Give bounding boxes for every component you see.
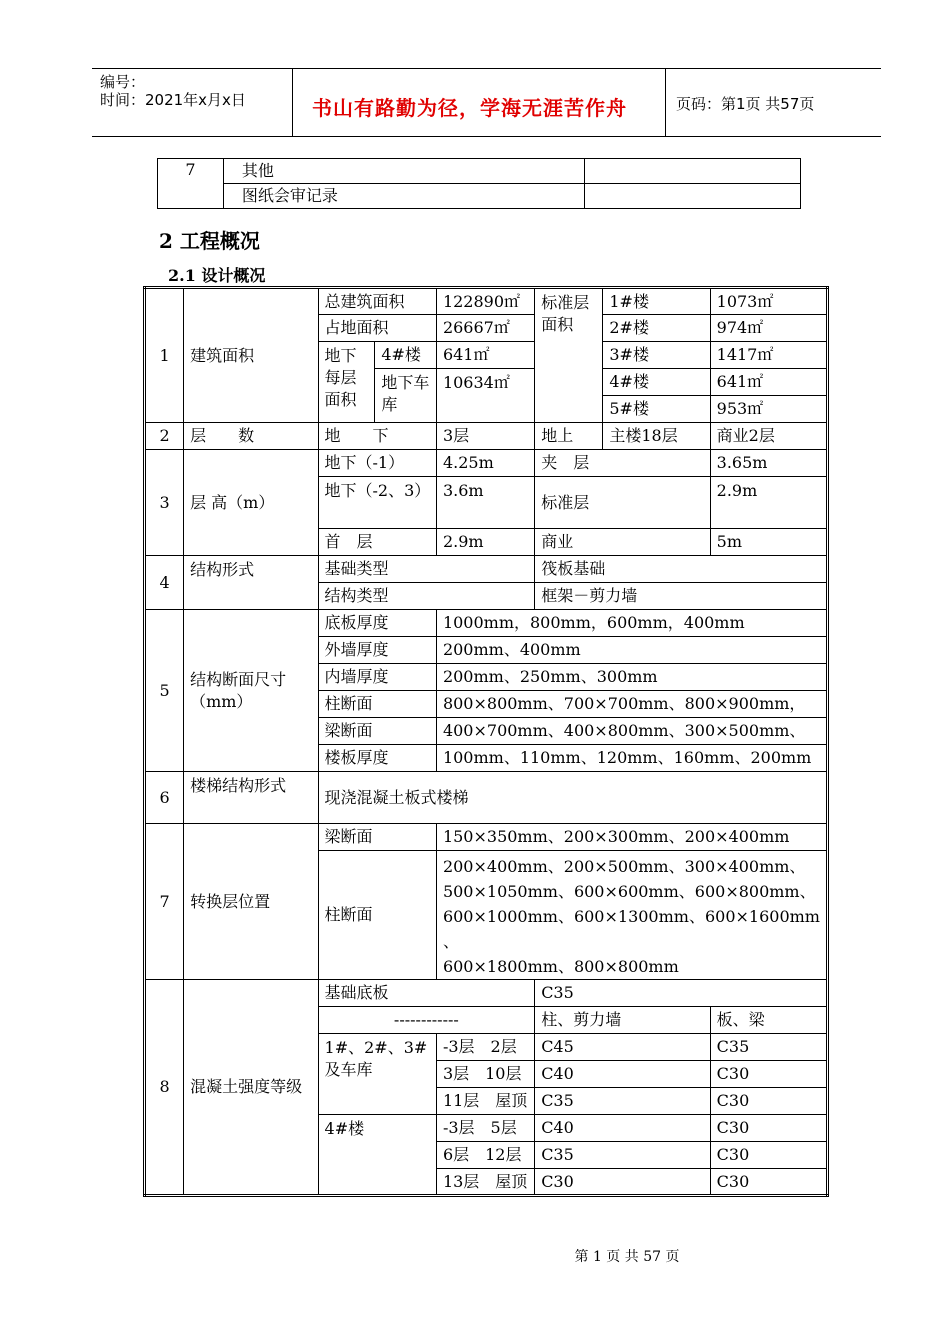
slab-beam-header: 板、梁 — [710, 1007, 827, 1034]
floor-range: -3层 5层 — [436, 1115, 534, 1142]
top-table-num: 7 — [158, 159, 224, 209]
floor-value: 974㎡ — [710, 315, 827, 342]
top-table-item-1: 其他 — [223, 159, 585, 184]
std-height-value: 2.9m — [710, 477, 827, 529]
shop-height-value: 5m — [710, 529, 827, 556]
floor-range: -3层 2层 — [436, 1034, 534, 1061]
floor-name: 4#楼 — [603, 369, 710, 396]
top-table-item-2: 图纸会审记录 — [223, 184, 585, 209]
transfer-column-line: 600×1800mm、800×800mm — [442, 957, 679, 976]
row4-label: 结构形式 — [184, 556, 318, 610]
row1-num: 1 — [145, 288, 184, 423]
header-code-label: 编号： — [100, 73, 146, 91]
first-floor-label: 首 层 — [318, 529, 436, 556]
underground-area-label: 地下每层面积 — [318, 342, 375, 423]
floor-name: 1#楼 — [603, 288, 710, 315]
top-table-empty-1 — [585, 159, 801, 184]
base-slab-label: 基础底板 — [318, 980, 535, 1007]
section-item-value: 100mm、110mm、120mm、160mm、200mm — [436, 745, 827, 772]
slab-grade: C30 — [710, 1142, 827, 1169]
row6-num: 6 — [145, 772, 184, 824]
row7-label: 转换层位置 — [184, 824, 318, 980]
section-item-value: 200mm、250mm、300mm — [436, 664, 827, 691]
b1-height-value: 4.25m — [436, 450, 534, 477]
floor-value: 1073㎡ — [710, 288, 827, 315]
underground-floors-label: 地 下 — [318, 423, 436, 450]
land-area-label: 占地面积 — [318, 315, 436, 342]
header-top-rule — [92, 68, 881, 69]
section-item-name: 梁断面 — [318, 718, 436, 745]
structure-type-label: 结构类型 — [318, 583, 535, 610]
column-grade: C45 — [535, 1034, 710, 1061]
structure-type-value: 框架－剪力墙 — [535, 583, 828, 610]
b1-height-label: 地下（-1） — [318, 450, 436, 477]
row8-label: 混凝土强度等级 — [184, 980, 318, 1196]
main-building-floors: 主楼18层 — [603, 423, 710, 450]
mezzanine-label: 夹 层 — [535, 450, 710, 477]
floor-value: 641㎡ — [710, 369, 827, 396]
section-item-name: 柱断面 — [318, 691, 436, 718]
row2-label: 层 数 — [184, 423, 318, 450]
column-wall-header: 柱、剪力墙 — [535, 1007, 710, 1034]
row6-label: 楼梯结构形式 — [184, 772, 318, 824]
mezzanine-value: 3.65m — [710, 450, 827, 477]
transfer-column-line: 500×1050mm、600×600mm、600×800mm、 — [442, 882, 816, 901]
shop-height-label: 商业 — [535, 529, 710, 556]
top-table — [157, 158, 801, 209]
dash-placeholder: ------------ — [318, 1007, 535, 1034]
column-grade: C30 — [535, 1169, 710, 1196]
row5-num: 5 — [145, 610, 184, 772]
stair-structure-value: 现浇混凝土板式楼梯 — [318, 772, 827, 824]
header-divider-1 — [292, 68, 293, 137]
subsection-title: 2.1 设计概况 — [168, 266, 266, 285]
floor-value: 1417㎡ — [710, 342, 827, 369]
transfer-column-line: 600×1000mm、600×1300mm、600×1600mm — [442, 907, 820, 926]
column-grade: C35 — [535, 1088, 710, 1115]
column-grade: C35 — [535, 1142, 710, 1169]
group-a-label: 1#、2#、3#及车库 — [318, 1034, 436, 1115]
transfer-column-line: 、 — [442, 932, 459, 951]
total-area-value: 122890㎡ — [436, 288, 534, 315]
header-bottom-rule — [92, 136, 881, 137]
row3-label: 层 高（m） — [184, 450, 318, 556]
garage-value: 10634㎡ — [436, 369, 534, 423]
group-b-label: 4#楼 — [318, 1115, 436, 1196]
std-height-label: 标准层 — [535, 477, 710, 529]
section-item-name: 楼板厚度 — [318, 745, 436, 772]
floor-range: 13层 屋顶 — [436, 1169, 534, 1196]
floor-value: 953㎡ — [710, 396, 827, 423]
transfer-column-value — [436, 851, 827, 980]
row5-label: 结构断面尺寸（mm） — [184, 610, 318, 772]
section-item-value: 1000mm，800mm，600mm，400mm — [436, 610, 827, 637]
b4-value: 641㎡ — [436, 342, 534, 369]
section-item-name: 外墙厚度 — [318, 637, 436, 664]
header-divider-2 — [665, 68, 666, 137]
floor-range: 6层 12层 — [436, 1142, 534, 1169]
top-table-empty-2 — [585, 184, 801, 209]
b23-height-label: 地下（-2、3） — [318, 477, 436, 529]
land-area-value: 26667㎡ — [436, 315, 534, 342]
slab-grade: C30 — [710, 1061, 827, 1088]
row8-num: 8 — [145, 980, 184, 1196]
row2-num: 2 — [145, 423, 184, 450]
row3-num: 3 — [145, 450, 184, 556]
foundation-type-value: 筏板基础 — [535, 556, 828, 583]
slab-grade: C30 — [710, 1115, 827, 1142]
row7-num: 7 — [145, 824, 184, 980]
slab-grade: C35 — [710, 1034, 827, 1061]
floor-name: 5#楼 — [603, 396, 710, 423]
slab-grade: C30 — [710, 1088, 827, 1115]
floor-range: 11层 屋顶 — [436, 1088, 534, 1115]
floor-name: 3#楼 — [603, 342, 710, 369]
transfer-column-line: 200×400mm、200×500mm、300×400mm、 — [442, 857, 806, 876]
base-slab-value: C35 — [535, 980, 828, 1007]
section-item-value: 200mm、400mm — [436, 637, 827, 664]
first-floor-value: 2.9m — [436, 529, 534, 556]
page-footer: 第 1 页 共 57 页 — [574, 1249, 680, 1265]
floor-name: 2#楼 — [603, 315, 710, 342]
b23-height-value: 3.6m — [436, 477, 534, 529]
std-floor-area-label: 标准层面积 — [535, 288, 603, 423]
column-grade: C40 — [535, 1115, 710, 1142]
foundation-type-label: 基础类型 — [318, 556, 535, 583]
section-item-name: 内墙厚度 — [318, 664, 436, 691]
row1-label: 建筑面积 — [184, 288, 318, 423]
header-page-info: 页码：第1页 共57页 — [676, 95, 815, 113]
floor-range: 3层 10层 — [436, 1061, 534, 1088]
column-grade: C40 — [535, 1061, 710, 1088]
row4-num: 4 — [145, 556, 184, 610]
transfer-beam-value: 150×350mm、200×300mm、200×400mm — [436, 824, 827, 851]
section-item-value: 800×800mm、700×700mm、800×900mm， — [436, 691, 827, 718]
above-ground-label: 地上 — [535, 423, 603, 450]
section-title: 2 工程概况 — [159, 229, 260, 253]
header-time-label: 时间：2021年x月x日 — [100, 91, 246, 109]
garage-label: 地下车库 — [375, 369, 437, 423]
slab-grade: C30 — [710, 1169, 827, 1196]
section-item-name: 底板厚度 — [318, 610, 436, 637]
transfer-column-label: 柱断面 — [318, 851, 436, 980]
section-item-value: 400×700mm、400×800mm、300×500mm、 — [436, 718, 827, 745]
underground-floors-value: 3层 — [436, 423, 534, 450]
transfer-beam-label: 梁断面 — [318, 824, 436, 851]
design-table — [143, 286, 829, 1197]
commercial-floors: 商业2层 — [710, 423, 827, 450]
total-area-label: 总建筑面积 — [318, 288, 436, 315]
header-motto: 书山有路勤为径，学海无涯苦作舟 — [312, 96, 627, 120]
b4-label: 4#楼 — [375, 342, 437, 369]
